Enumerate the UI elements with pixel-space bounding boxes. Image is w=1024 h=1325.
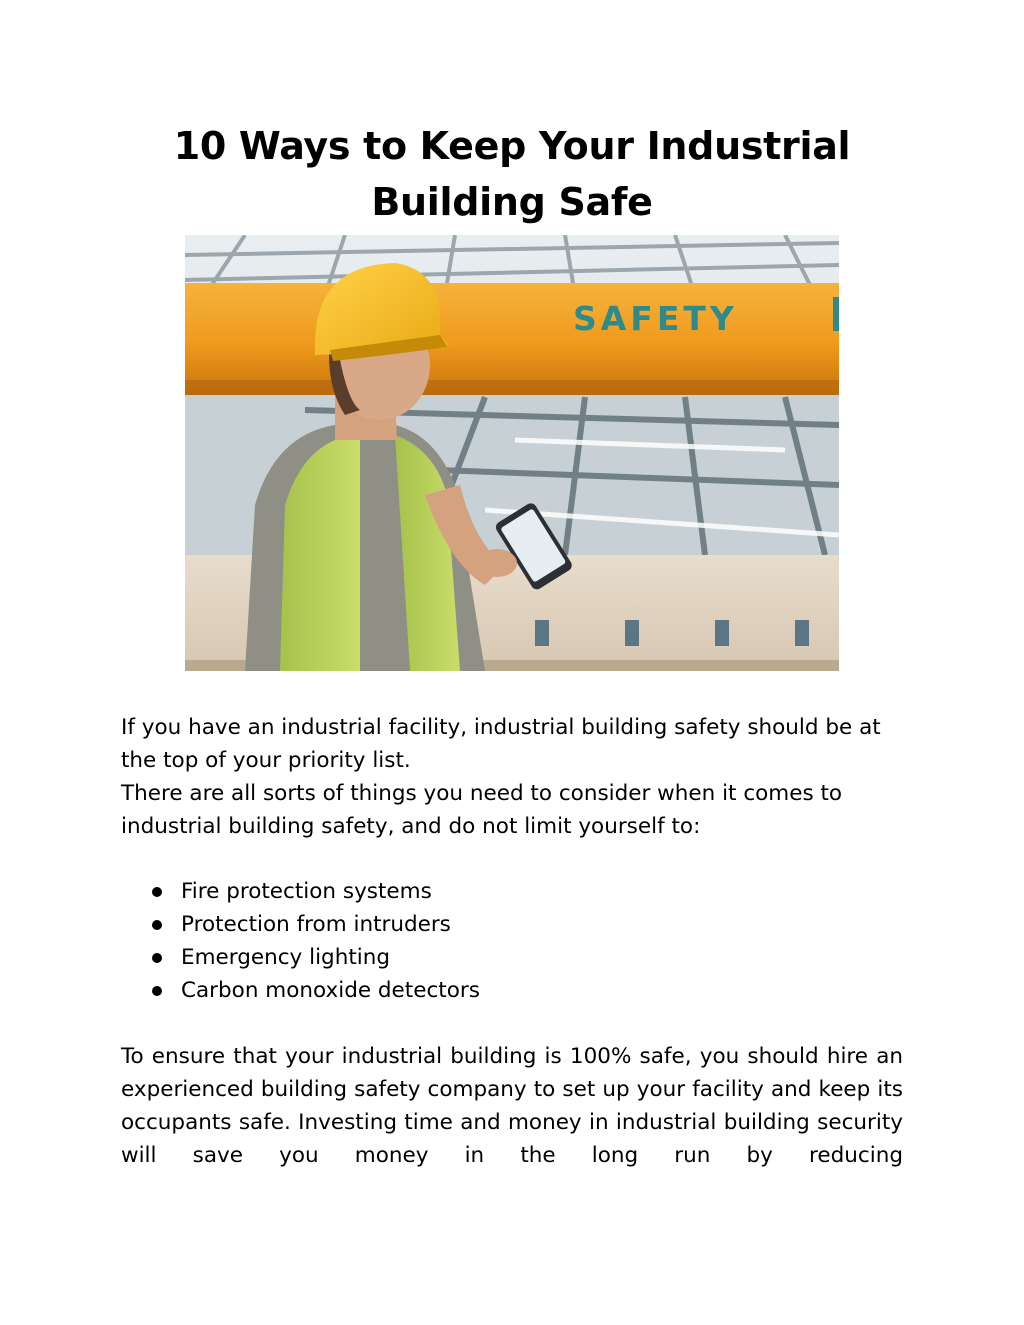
bullet-list [150, 875, 480, 1007]
page-title: 10 Ways to Keep Your Industrial Building Safe [173, 124, 851, 224]
second-paragraph: There are all sorts of things you need to consider when it comes to industrial building safety, and do not limit yourself to: [121, 781, 843, 839]
bullet-icon [152, 920, 162, 930]
list-item [150, 875, 480, 908]
list-item-text: Protection from intruders [181, 912, 451, 937]
bullet-icon [152, 953, 162, 963]
list-item [150, 908, 480, 941]
list-item [150, 974, 480, 1007]
closing-paragraph: To ensure that your industrial building is 100% safe, you should hire an experienced building safety company to set up your facility and keep its occupants safe. Investing time and money in industrial building security will save you money in the long run by reducing [121, 1044, 903, 1168]
bullet-icon [152, 887, 162, 897]
hero-image [185, 235, 839, 671]
list-item-text: Emergency lighting [181, 945, 390, 970]
intro-paragraph: If you have an industrial facility, industrial building safety should be at the top of your priority list. [121, 715, 881, 773]
bullet-icon [152, 986, 162, 996]
safety-sign-text: SAFETY [573, 299, 738, 338]
list-item-text: Fire protection systems [181, 879, 432, 904]
list-item [150, 941, 480, 974]
list-item-text: Carbon monoxide detectors [181, 978, 480, 1003]
